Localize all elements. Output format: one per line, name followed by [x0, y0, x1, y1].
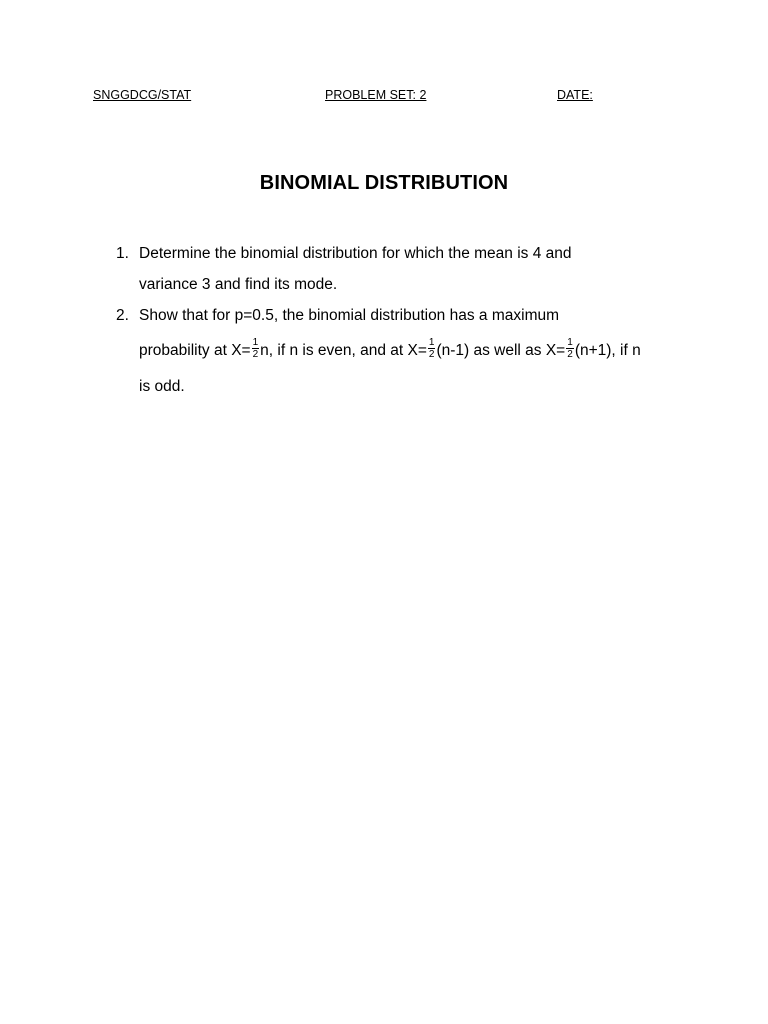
fraction-denominator: 2 — [428, 349, 435, 361]
header-date: DATE: — [557, 88, 593, 102]
fraction-numerator: 1 — [428, 337, 435, 349]
fraction-one-half — [566, 337, 574, 360]
problem-number: 1. — [116, 245, 129, 262]
problem-text-line: Determine the binomial distribution for which the mean is 4 and — [139, 245, 572, 262]
problem-text-line: Show that for p=0.5, the binomial distribution has a maximum — [139, 307, 560, 324]
fraction-numerator: 1 — [252, 337, 259, 349]
problem-text-line: variance 3 and find its mode. — [139, 276, 338, 293]
text-segment: (n+1), if n — [574, 342, 641, 359]
fraction-denominator: 2 — [567, 349, 573, 361]
problem-text-line — [139, 331, 676, 371]
text-segment: n, if n is even, and at X= — [260, 342, 427, 359]
fraction-one-half — [252, 337, 260, 360]
problem-text-line: is odd. — [139, 378, 185, 395]
problem-number: 2. — [116, 307, 129, 324]
problem-list — [116, 238, 676, 402]
fraction-numerator: 1 — [567, 337, 573, 349]
header-problem-set: PROBLEM SET: 2 — [325, 88, 427, 102]
text-segment: probability at X= — [139, 342, 251, 359]
problem-item — [116, 238, 676, 300]
problem-item — [116, 300, 676, 402]
header-course-code: SNGGDCG/STAT — [93, 88, 192, 102]
text-segment: (n-1) as well as X= — [436, 342, 566, 359]
document-title: BINOMIAL DISTRIBUTION — [259, 172, 509, 194]
fraction-denominator: 2 — [252, 349, 259, 361]
fraction-one-half — [428, 337, 436, 360]
